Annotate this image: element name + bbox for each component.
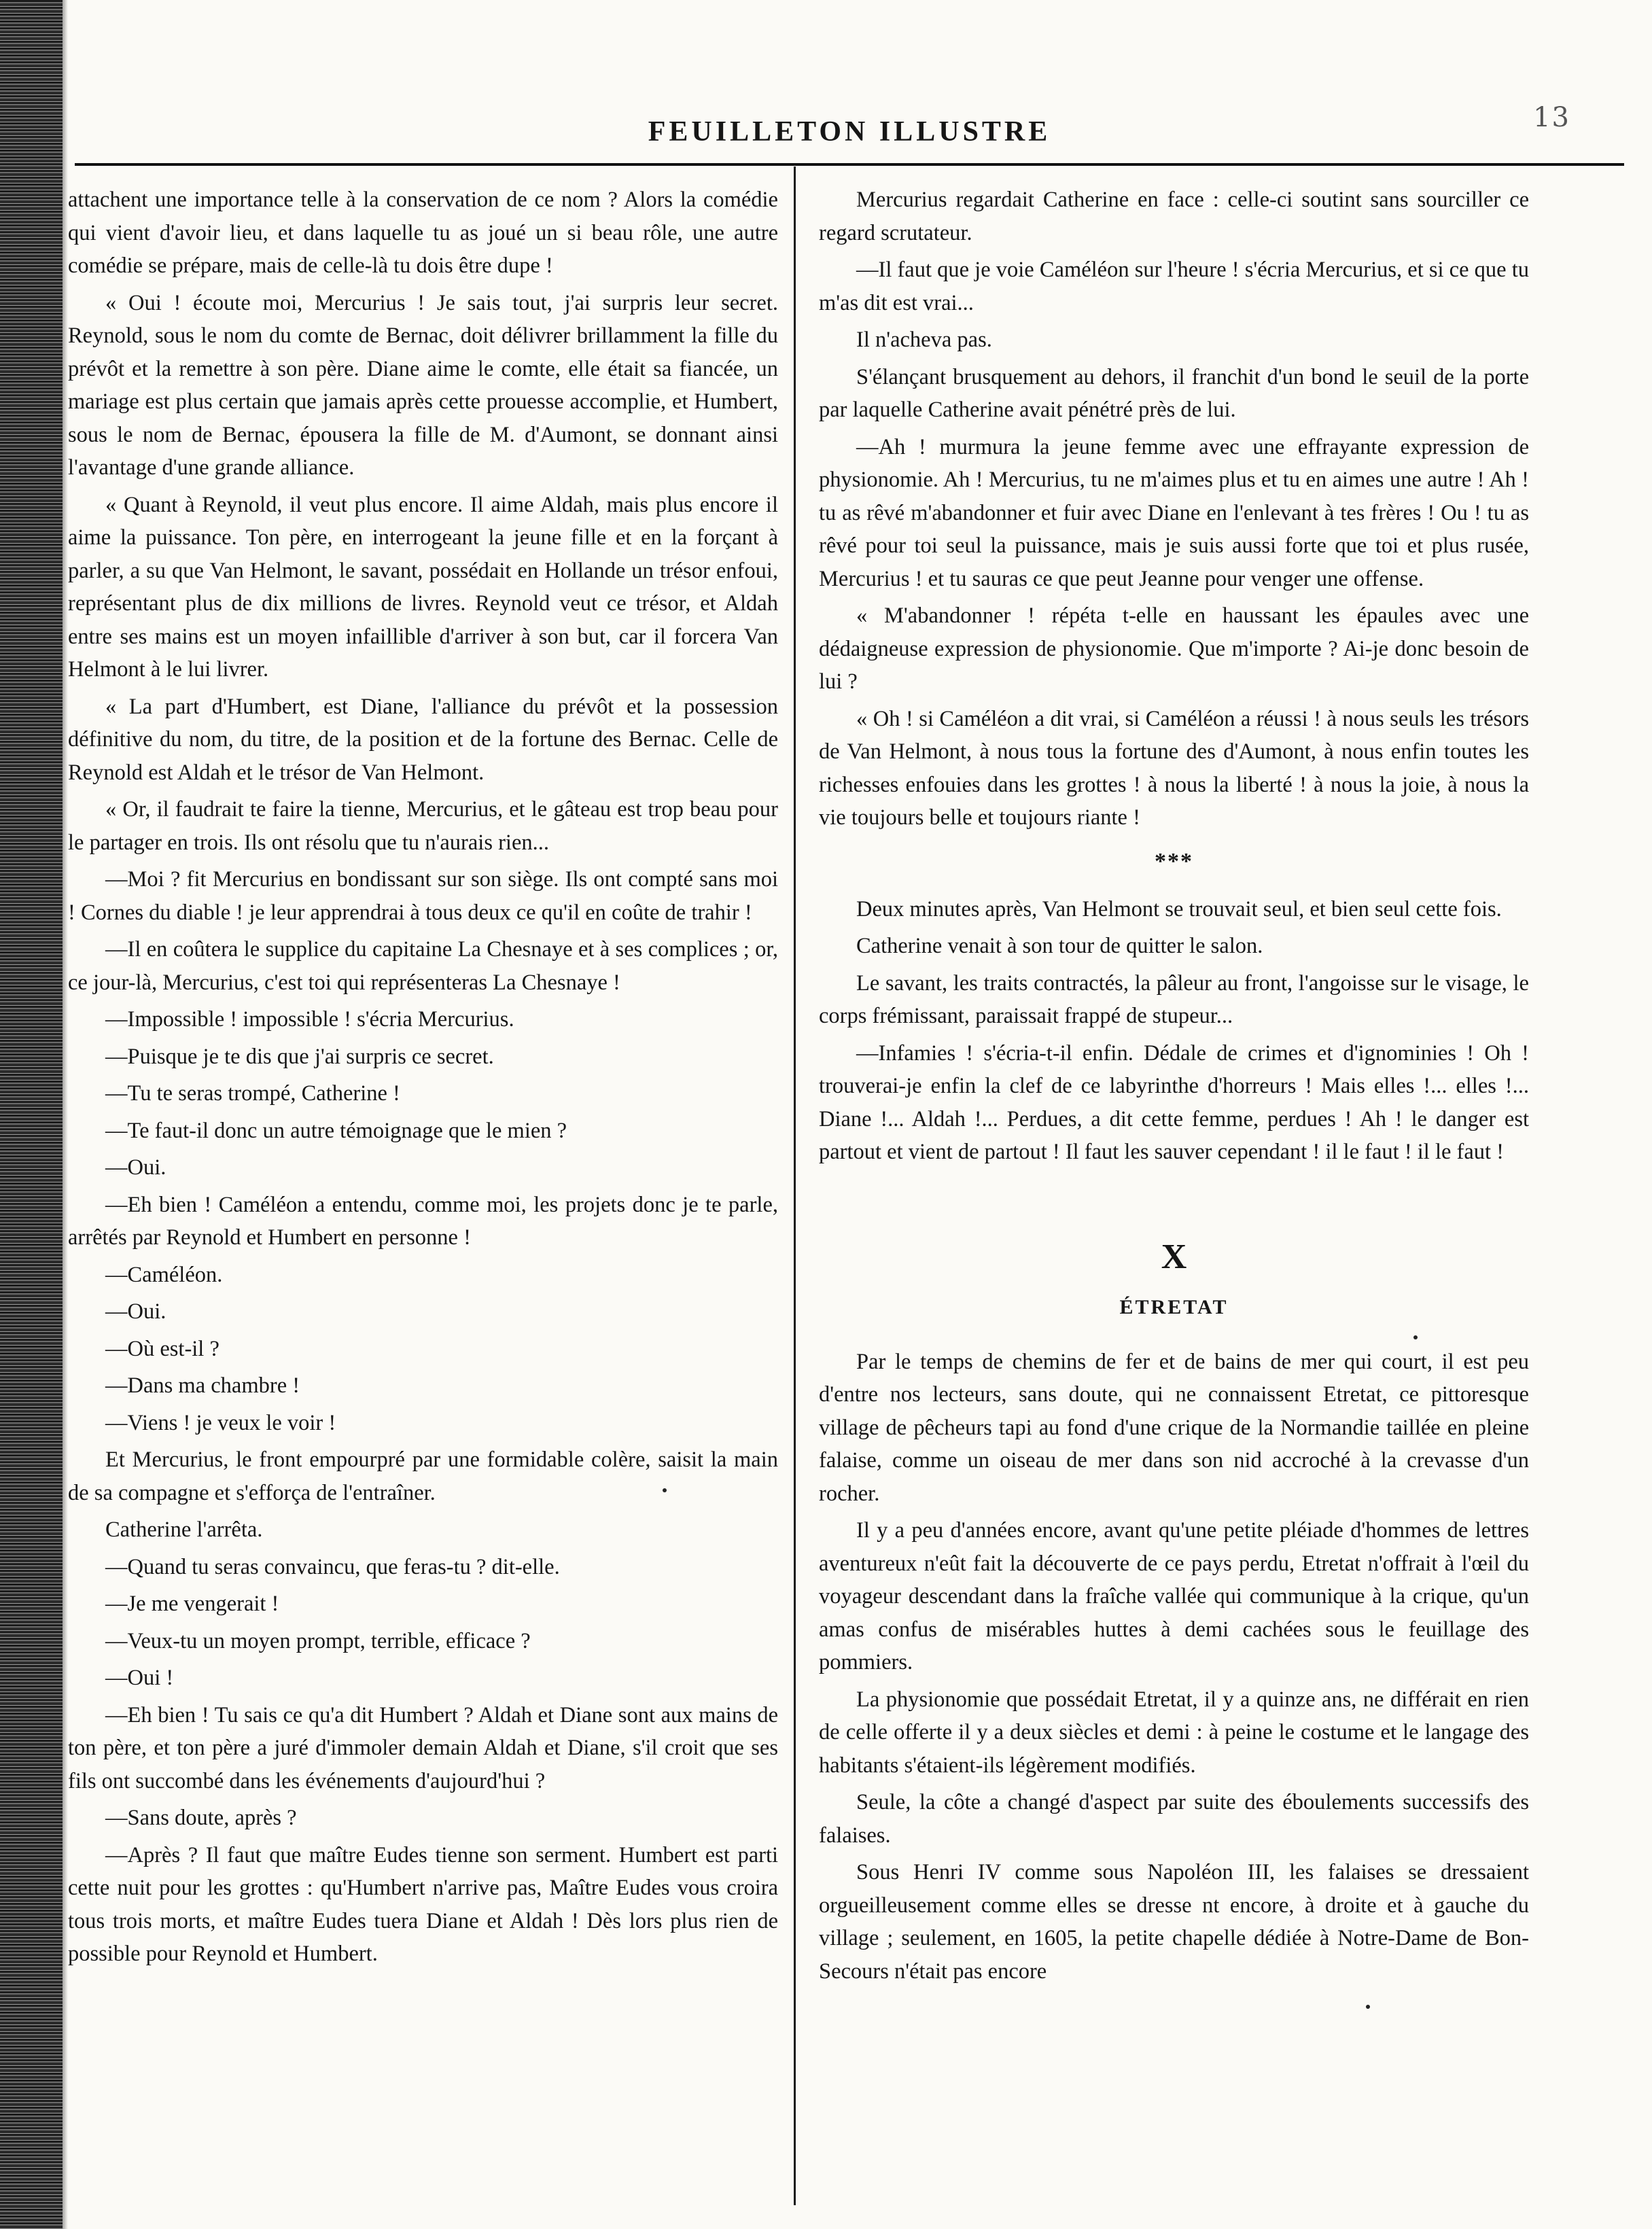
paragraph: Il y a peu d'années encore, avant qu'une petite pléiade d'hommes de lettres aventureux n'eût fait la découverte de ce pays perdu, Etretat n'offrait à l'œil du voyageur descendant dans la fraîche vallée qui communique à la crique, qu'un amas confus de misérables huttes à demi cachées sous le feuillage des pommiers. (819, 1518, 1529, 1674)
paragraph: —Après ? Il faut que maître Eudes tienne son serment. Humbert est parti cette nuit pour les grottes : qu'Humbert n'arrive pas, Maître Eudes vous croira tous trois morts, et maître Eudes tuera Diane et Aldah ! Dès lors plus rien de possible pour Reynold et Humbert. (68, 1842, 778, 1966)
paragraph: Par le temps de chemins de fer et de bains de mer qui court, il est peu d'entre nos lecteurs, sans doute, qui ne connaissent Etretat, ce pittoresque village de pêcheurs tapi au fond d'une crique de la Normandie taillée en pleine falaise, comme un oiseau de mer dans son nid accroché à la crevasse d'un rocher. (819, 1349, 1529, 1506)
paragraph: —Quand tu seras convaincu, que feras-tu ? dit-elle. (105, 1554, 560, 1579)
left-column (68, 183, 778, 1975)
chapter-title: ÉTRETAT (1119, 1295, 1229, 1318)
book-binding-edge (0, 0, 63, 2229)
paragraph: Mercurius regardait Catherine en face : celle-ci soutint sans sourciller ce regard scrutateur. (819, 188, 1529, 245)
paragraph: Deux minutes après, Van Helmont se trouvait seul, et bien seul cette fois. (856, 896, 1502, 922)
paragraph: « Quant à Reynold, il veut plus encore. Il aime Aldah, mais plus encore il aime la puissance. Ton père, en interrogeant la jeune fille et en la forçant à parler, a su que Van Helmont, le savant, possédait en Hollande un trésor enfoui, représentant plus de dix millions de livres. Reynold veut ce trésor, et Aldah entre ses mains est un moyen infaillible d'arriver à son but, car il forcera Van Helmont à le lui livrer. (68, 492, 778, 682)
ink-speck (1366, 2005, 1370, 2009)
column-divider (794, 166, 796, 2205)
paragraph: S'élançant brusquement au dehors, il franchit d'un bond le seuil de la porte par laquelle Catherine avait pénétré près de lui. (819, 364, 1529, 422)
paragraph: —Moi ? fit Mercurius en bondissant sur son siège. Ils ont compté sans moi ! Cornes du diable ! je leur apprendrai à tous deux ce qu'il en coûte de trahir ! (68, 867, 778, 925)
paragraph: Sous Henri IV comme sous Napoléon III, les falaises se dressaient orgueilleusement comme elles se dresse nt encore, à droite et à gauche du village ; seulement, en 1605, la petite chapelle dédiée à Notre-Dame de Bon-Secours n'était pas encore (819, 1860, 1529, 1984)
paragraph: —Où est-il ? (105, 1336, 219, 1361)
ink-speck (663, 1488, 667, 1492)
paragraph: —Oui. (105, 1299, 166, 1324)
ink-speck (1413, 1335, 1418, 1339)
paragraph: « Oui ! écoute moi, Mercurius ! Je sais tout, j'ai surpris leur secret. Reynold, sous le nom du comte de Bernac, doit délivrer brillamment la fille du prévôt et la remettre à son père. Diane aime le comte, elle était sa fiancée, un mariage est plus certain que jamais après cette prouesse accomplie, et Humbert, sous le nom de Bernac, épousera la fille de M. d'Aumont, se donnant ainsi l'avantage d'une grande alliance. (68, 290, 778, 480)
chapter-number: X (1161, 1237, 1187, 1276)
paragraph: « M'abandonner ! répéta t-elle en haussant les épaules avec une dédaigneuse expression de physionomie. Que m'importe ? Ai-je donc besoin de lui ? (819, 603, 1529, 694)
paragraph: —Il faut que je voie Caméléon sur l'heure ! s'écria Mercurius, et si ce que tu m'as dit est vrai... (819, 258, 1529, 315)
paragraph: —Veux-tu un moyen prompt, terrible, efficace ? (105, 1628, 531, 1653)
paragraph: —Dans ma chambre ! (105, 1373, 300, 1398)
right-column (819, 183, 1529, 1992)
paragraph: Catherine l'arrêta. (105, 1517, 263, 1542)
paragraph: Le savant, les traits contractés, la pâleur au front, l'angoisse sur le visage, le corps frémissant, paraissait frappé de stupeur... (819, 970, 1529, 1028)
paragraph: —Oui ! (105, 1666, 174, 1690)
paragraph: —Je me vengerait ! (105, 1592, 279, 1616)
paragraph: Catherine venait à son tour de quitter le salon. (856, 934, 1263, 958)
paragraph: —Infamies ! s'écria-t-il enfin. Dédale de crimes et d'ignominies ! Oh ! trouverai-je enfin la clef de ce labyrinthe d'horreurs ! Mais elles !... elles !... Diane !... Aldah !... Perdues, a dit cette femme, perdues ! Ah ! le danger est partout et vient de partout ! Il faut les sauver cependant ! il le faut ! il le faut ! (819, 1040, 1529, 1164)
paragraph: —Puisque je te dis que j'ai surpris ce secret. (105, 1044, 494, 1069)
paragraph: « Oh ! si Caméléon a dit vrai, si Caméléon a réussi ! à nous seuls les trésors de Van Helmont, à nous tous la fortune des d'Aumont, à nous enfin toutes les richesses enfouies dans les grottes ! à nous la liberté ! à nous la joie, à nous la vie toujours belle et toujours riante ! (819, 706, 1529, 830)
page-number: 13 (1533, 102, 1570, 133)
paragraph: —Sans doute, après ? (105, 1806, 297, 1830)
paragraph: —Oui. (105, 1155, 166, 1180)
paragraph: —Il en coûtera le supplice du capitaine La Chesnaye et à ses complices ; or, ce jour-là, Mercurius, c'est toi qui représenteras La Chesnaye ! (68, 937, 778, 995)
section-break-asterism: *** (1155, 848, 1193, 874)
paragraph: Et Mercurius, le front empourpré par une formidable colère, saisit la main de sa compagne et s'efforça de l'entraîner. (68, 1447, 778, 1505)
paragraph: « La part d'Humbert, est Diane, l'alliance du prévôt et la possession définitive du nom, du titre, de la position et de la fortune des Bernac. Celle de Reynold est Aldah et le trésor de Van Helmont. (68, 694, 778, 785)
paragraph: —Viens ! je veux le voir ! (105, 1410, 336, 1435)
paragraph: —Impossible ! impossible ! s'écria Mercurius. (105, 1007, 514, 1032)
paragraph: Il n'acheva pas. (856, 328, 992, 352)
paragraph: —Ah ! murmura la jeune femme avec une effrayante expression de physionomie. Ah ! Mercurius, tu ne m'aimes plus et tu en aimes une autre ! Ah ! tu as rêvé m'abandonner et fuir avec Diane en l'enlevant à tes frères ! Ou ! tu as rêvé pour toi seul la puissance, mais je suis aussi forte que toi et plus rusée, Mercurius ! et tu sauras ce que peut Jeanne pour venger une offense. (819, 434, 1529, 591)
paragraph: attachent une importance telle à la conservation de ce nom ? Alors la comédie qui vient d'avoir lieu, et dans laquelle tu as joué un si beau rôle, une autre comédie se prépare, mais de celle-là tu dois être dupe ! (68, 188, 778, 278)
header-rule (75, 163, 1624, 166)
paragraph: —Tu te seras trompé, Catherine ! (105, 1081, 400, 1106)
paragraph: —Caméléon. (105, 1262, 223, 1287)
page-header: FEUILLETON ILLUSTRE (648, 116, 1051, 147)
paragraph: —Te faut-il donc un autre témoignage que le mien ? (105, 1118, 567, 1143)
paragraph: « Or, il faudrait te faire la tienne, Mercurius, et le gâteau est trop beau pour le partager en trois. Ils ont résolu que tu n'aurais rien... (68, 797, 778, 855)
paragraph: Seule, la côte a changé d'aspect par suite des éboulements successifs des falaises. (819, 1790, 1529, 1848)
paragraph: —Eh bien ! Caméléon a entendu, comme moi, les projets donc je te parle, arrêtés par Reynold et Humbert en personne ! (68, 1192, 778, 1250)
paragraph: —Eh bien ! Tu sais ce qu'a dit Humbert ? Aldah et Diane sont aux mains de ton père, et ton père a juré d'immoler demain Aldah et Diane, s'il croit que ses fils ont succombé dans les événements d'aujourd'hui ? (68, 1702, 778, 1793)
paragraph: La physionomie que possédait Etretat, il y a quinze ans, ne différait en rien de celle offerte il y a deux siècles et demi : à peine le costume et le langage des habitants s'étaient-ils légèrement modifiés. (819, 1687, 1529, 1778)
